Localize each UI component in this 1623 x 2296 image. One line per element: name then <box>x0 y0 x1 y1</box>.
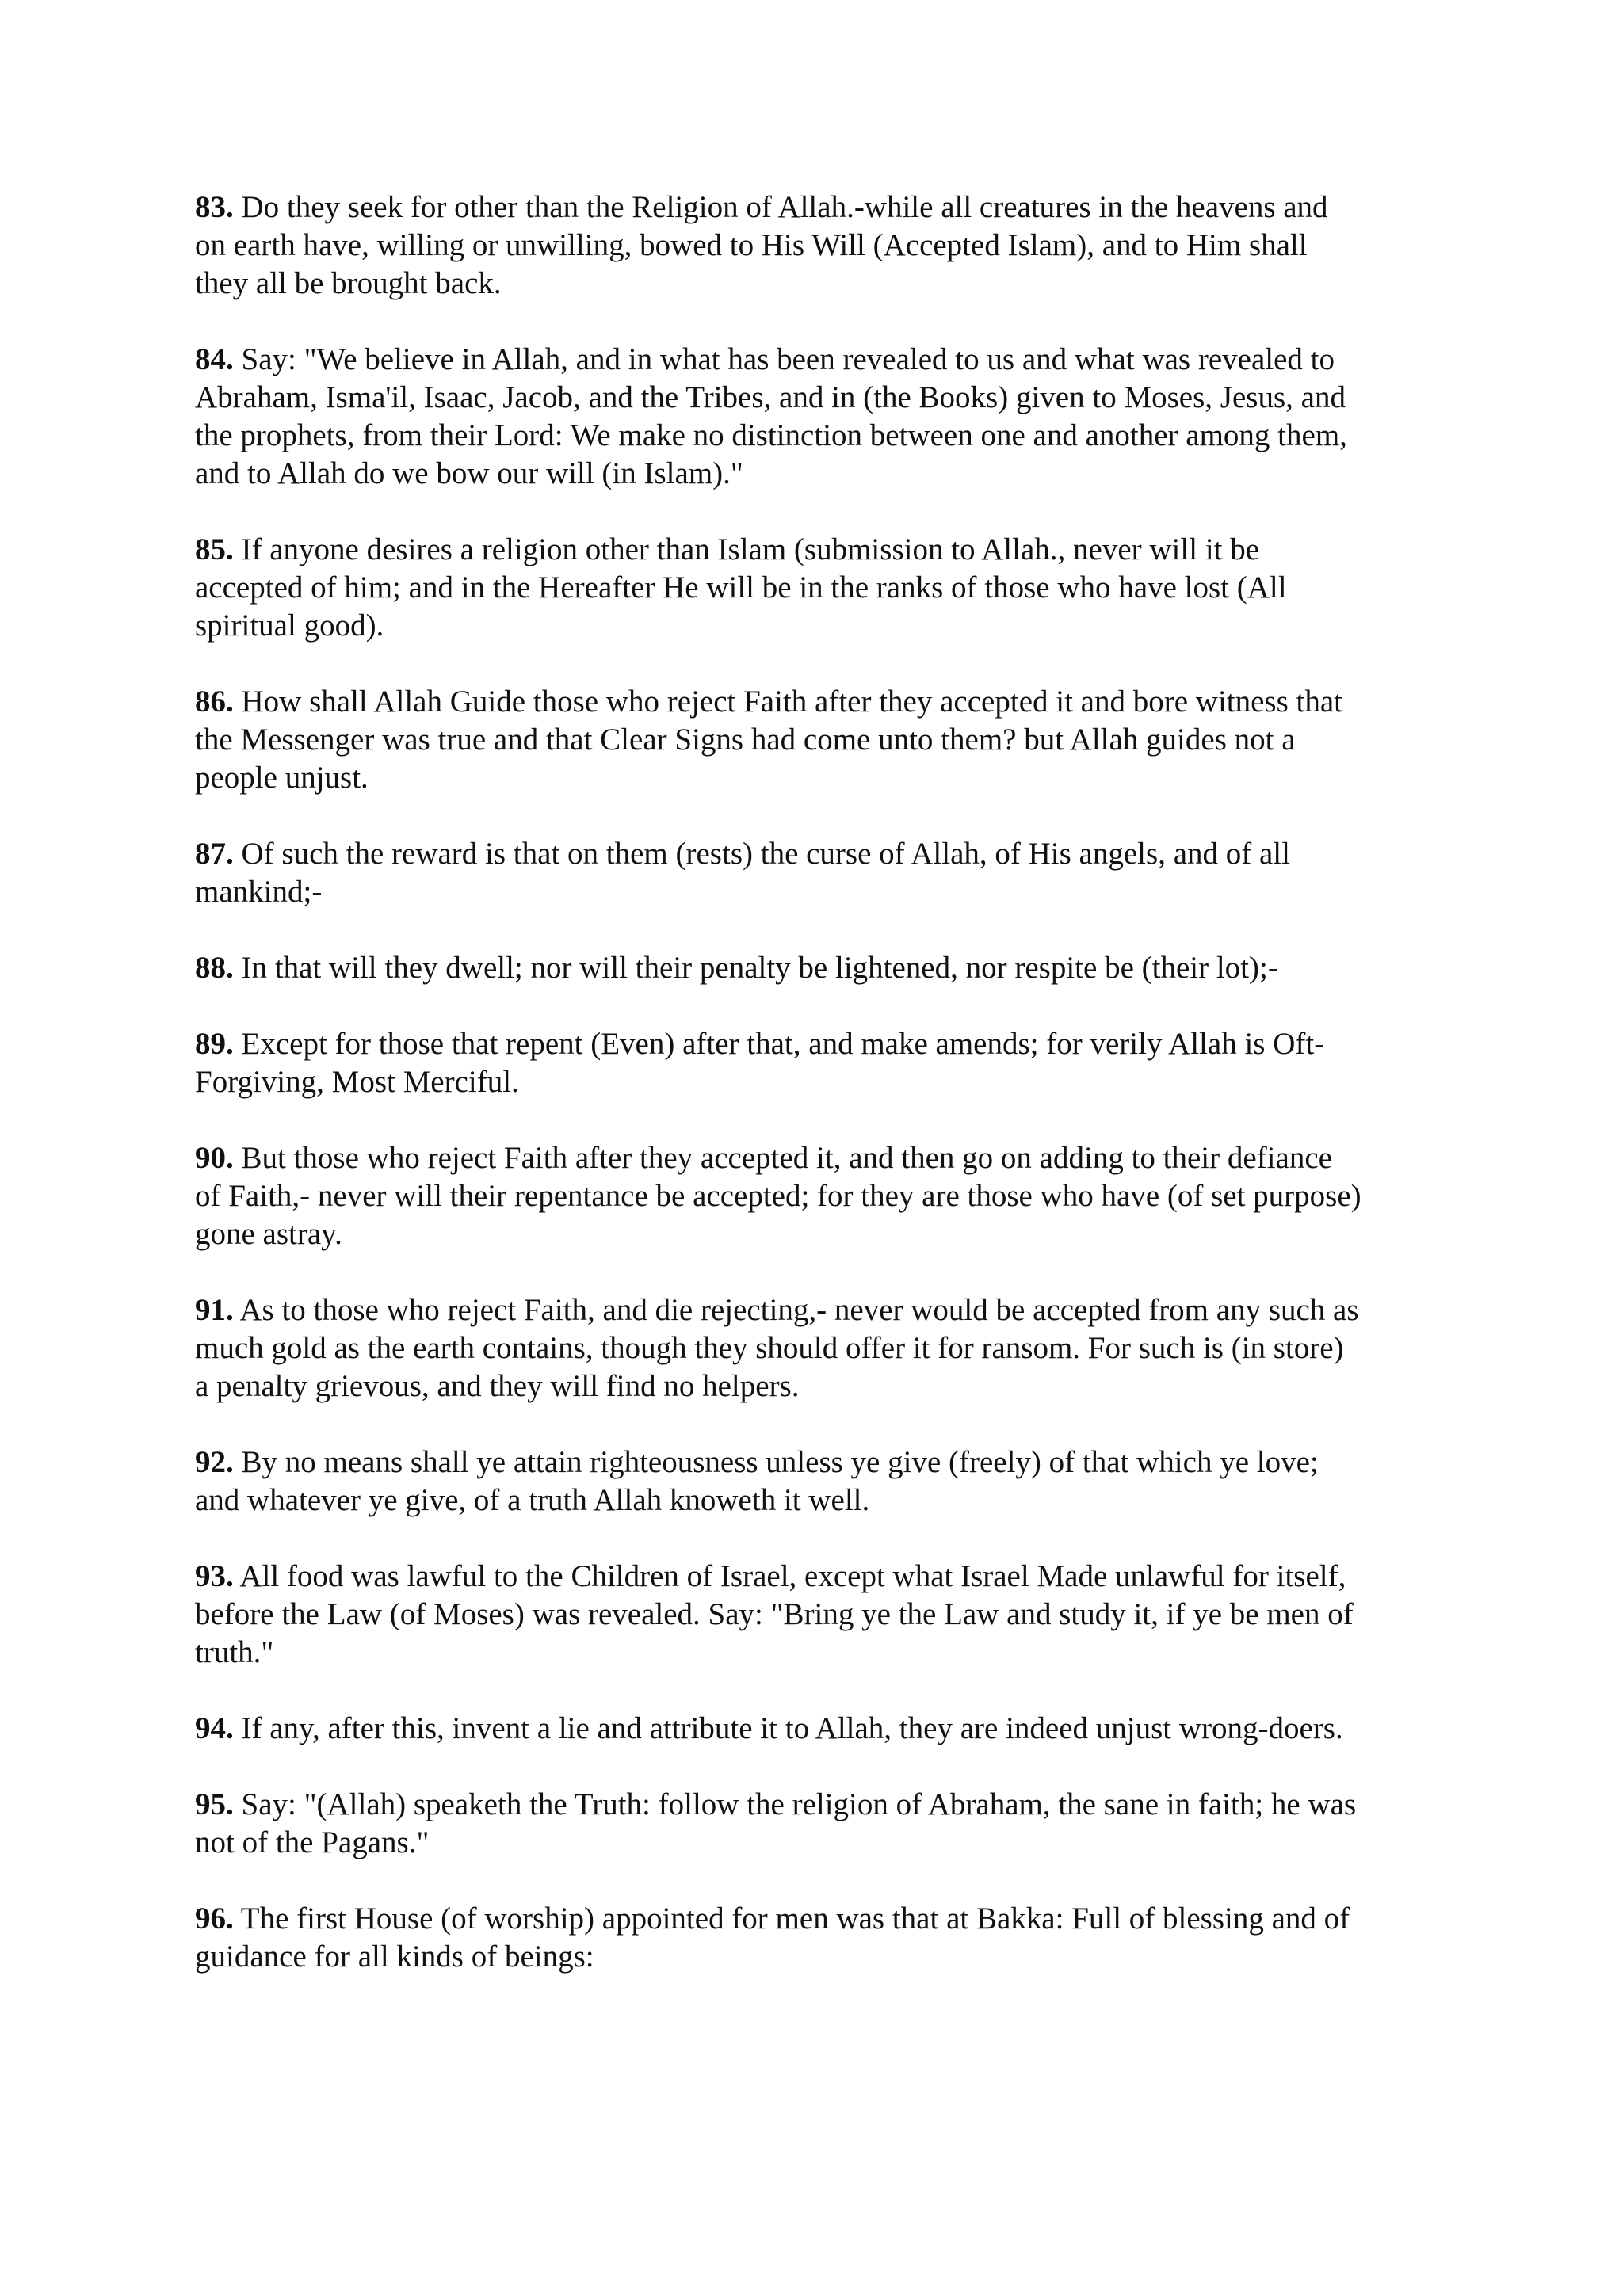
verse-number: 90. <box>195 1141 234 1175</box>
verse-83 <box>195 189 1463 303</box>
verse-84 <box>195 341 1463 493</box>
verse-number: 95. <box>195 1787 234 1821</box>
verse-text: But those who reject Faith after they accepted it, and then go on adding to their defiance of Faith,- never will their repentance be accepted; for they are those who have (of set purpose) gone astray. <box>195 1141 1361 1251</box>
verse-text: Say: "(Allah) speaketh the Truth: follow the religion of Abraham, the sane in faith; he was not of the Pagans." <box>195 1787 1357 1859</box>
verse-text: By no means shall ye attain righteousness unless ye give (freely) of that which ye love; and whatever ye give, of a truth Allah knoweth it well. <box>195 1445 1319 1517</box>
verse-number: 87. <box>195 837 234 871</box>
verse-96 <box>195 1900 1463 1976</box>
document-page <box>195 189 1463 2014</box>
verse-89 <box>195 1025 1463 1101</box>
verse-88 <box>195 949 1463 987</box>
verse-93 <box>195 1558 1463 1672</box>
verse-text: Do they seek for other than the Religion of Allah.-while all creatures in the heavens and on earth have, willing or unwilling, bowed to His Will (Accepted Islam), and to Him shall they all be brought back. <box>195 190 1328 300</box>
verse-text: Of such the reward is that on them (rests) the curse of Allah, of His angels, and of all mankind;- <box>195 837 1290 909</box>
verse-number: 89. <box>195 1027 234 1061</box>
verse-87 <box>195 835 1463 911</box>
verse-number: 94. <box>195 1711 234 1745</box>
verse-85 <box>195 531 1463 645</box>
verse-86 <box>195 683 1463 797</box>
verse-number: 85. <box>195 532 234 566</box>
verse-text: The first House (of worship) appointed for men was that at Bakka: Full of blessing and of guidance for all kinds of beings: <box>195 1901 1350 1974</box>
verse-number: 88. <box>195 951 234 985</box>
verse-text: How shall Allah Guide those who reject Faith after they accepted it and bore witness that the Messenger was true and that Clear Signs had come unto them? but Allah guides not a people unjust. <box>195 685 1343 795</box>
verse-number: 83. <box>195 190 234 224</box>
verse-91 <box>195 1291 1463 1405</box>
verse-94 <box>195 1710 1463 1748</box>
verse-95 <box>195 1786 1463 1862</box>
verse-text: All food was lawful to the Children of Israel, except what Israel Made unlawful for itself, before the Law (of Moses) was revealed. Say: "Bring ye the Law and study it, if ye be men of truth." <box>195 1559 1354 1669</box>
verse-text: As to those who reject Faith, and die rejecting,- never would be accepted from any such as much gold as the earth contains, though they should offer it for ransom. For such is (in store) a penalty grievous, and they will find no helpers. <box>195 1293 1359 1403</box>
verse-92 <box>195 1444 1463 1520</box>
verse-number: 86. <box>195 685 234 719</box>
verse-90 <box>195 1139 1463 1253</box>
verse-text: Say: "We believe in Allah, and in what has been revealed to us and what was revealed to Abraham, Isma'il, Isaac, Jacob, and the Tribes, and in (the Books) given to Moses, Jesus, and the prophets, from their Lord: We make no distinction between one and another among them, and to Allah do we bow our will (in Islam)." <box>195 342 1347 490</box>
verse-number: 93. <box>195 1559 234 1593</box>
verse-number: 91. <box>195 1293 234 1327</box>
verse-text: If anyone desires a religion other than Islam (submission to Allah., never will it be accepted of him; and in the Hereafter He will be in the ranks of those who have lost (All spiritual good). <box>195 532 1287 643</box>
verse-text: Except for those that repent (Even) after that, and make amends; for verily Allah is Oft- Forgiving, Most Merciful. <box>195 1027 1325 1099</box>
verse-number: 84. <box>195 342 234 376</box>
verse-text: If any, after this, invent a lie and attribute it to Allah, they are indeed unjust wrong-doers. <box>241 1711 1343 1745</box>
verse-number: 96. <box>195 1901 234 1936</box>
verse-text: In that will they dwell; nor will their penalty be lightened, nor respite be (their lot);- <box>241 951 1278 985</box>
verse-number: 92. <box>195 1445 234 1479</box>
